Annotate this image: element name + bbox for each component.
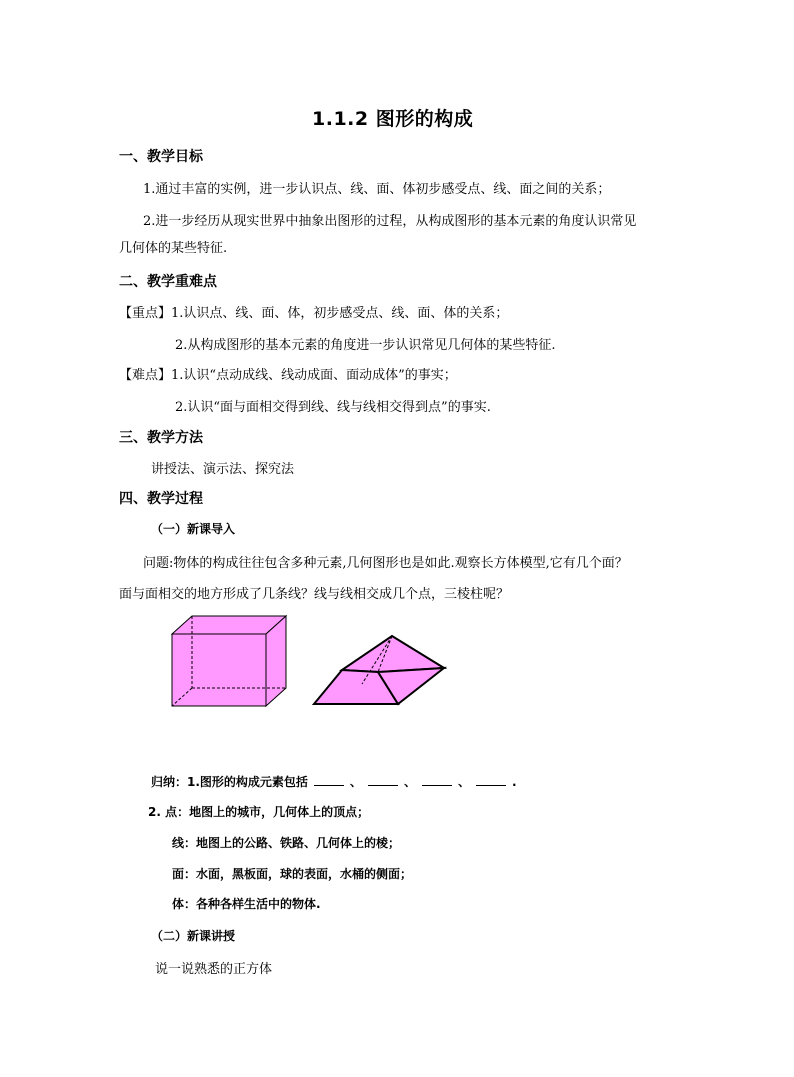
objective-item-2-line-1: 2.进一步经历从现实世界中抽象出图形的过程，从构成图形的基本元素的角度认识常见 xyxy=(143,214,637,229)
summary-face: 面：水面，黑板面，球的表面，水桶的侧面； xyxy=(172,867,413,881)
summary-prefix: 归纳：1.图形的构成元素包括 xyxy=(151,775,308,789)
question-line-1: 问题:物体的构成往往包含多种元素,几何图形也是如此.观察长方体模型,它有几个面？ xyxy=(143,556,628,571)
blank-1 xyxy=(314,773,344,786)
objective-item-1: 1.通过丰富的实例，进一步认识点、线、面、体初步感受点、线、面之间的关系； xyxy=(143,182,611,197)
section-heading-methods: 三、教学方法 xyxy=(119,430,203,446)
section-heading-key-points: 二、教学重难点 xyxy=(119,274,217,290)
difficulty-label: 【难点】 xyxy=(119,368,172,383)
key-label: 【重点】 xyxy=(119,306,172,321)
key-point-1 xyxy=(119,302,508,321)
summary-point: 2. 点：地图上的城市，几何体上的顶点； xyxy=(148,805,370,819)
difficulty-1-text: 1.认识“点动成线、线动成面、面动成体”的事实； xyxy=(171,368,457,383)
summary-end: . xyxy=(511,775,517,789)
cuboid-front-face xyxy=(172,634,266,706)
summary-line xyxy=(151,773,517,790)
summary-sep-1: 、 xyxy=(349,775,362,789)
key-point-1-text: 1.认识点、线、面、体，初步感受点、线、面、体的关系； xyxy=(171,306,509,321)
prism-top-face xyxy=(342,636,444,672)
summary-line-item: 线：地图上的公路、铁路、几何体上的棱； xyxy=(172,836,401,850)
subsection-intro: （一）新课导入 xyxy=(151,522,236,536)
objective-item-2-line-2: 几何体的某些特征. xyxy=(119,241,228,256)
difficulty-2: 2.认识“面与面相交得到线、线与线相交得到点”的事实. xyxy=(175,400,491,415)
methods-text: 讲授法、演示法、探究法 xyxy=(151,462,295,477)
cuboid-figure xyxy=(170,614,295,709)
section-heading-objectives: 一、教学目标 xyxy=(119,149,203,165)
summary-solid: 体：各种各样生活中的物体. xyxy=(172,897,321,911)
key-point-2: 2.从构成图形的基本元素的角度进一步认识常见几何体的某些特征. xyxy=(175,338,556,353)
summary-sep-3: 、 xyxy=(457,775,470,789)
blank-3 xyxy=(422,773,452,786)
section-heading-process: 四、教学过程 xyxy=(119,491,203,507)
blank-4 xyxy=(476,773,506,786)
triangular-prism-figure xyxy=(312,634,448,706)
blank-2 xyxy=(368,773,398,786)
difficulty-1 xyxy=(119,364,457,383)
question-line-2: 面与面相交的地方形成了几条线？线与线相交成几个点，三棱柱呢？ xyxy=(119,587,510,602)
page-title: 1.1.2 图形的构成 xyxy=(312,108,474,130)
summary-sep-2: 、 xyxy=(403,775,416,789)
subsection-lecture: （二）新课讲授 xyxy=(151,929,236,943)
cube-discussion: 说一说熟悉的正方体 xyxy=(155,962,273,977)
